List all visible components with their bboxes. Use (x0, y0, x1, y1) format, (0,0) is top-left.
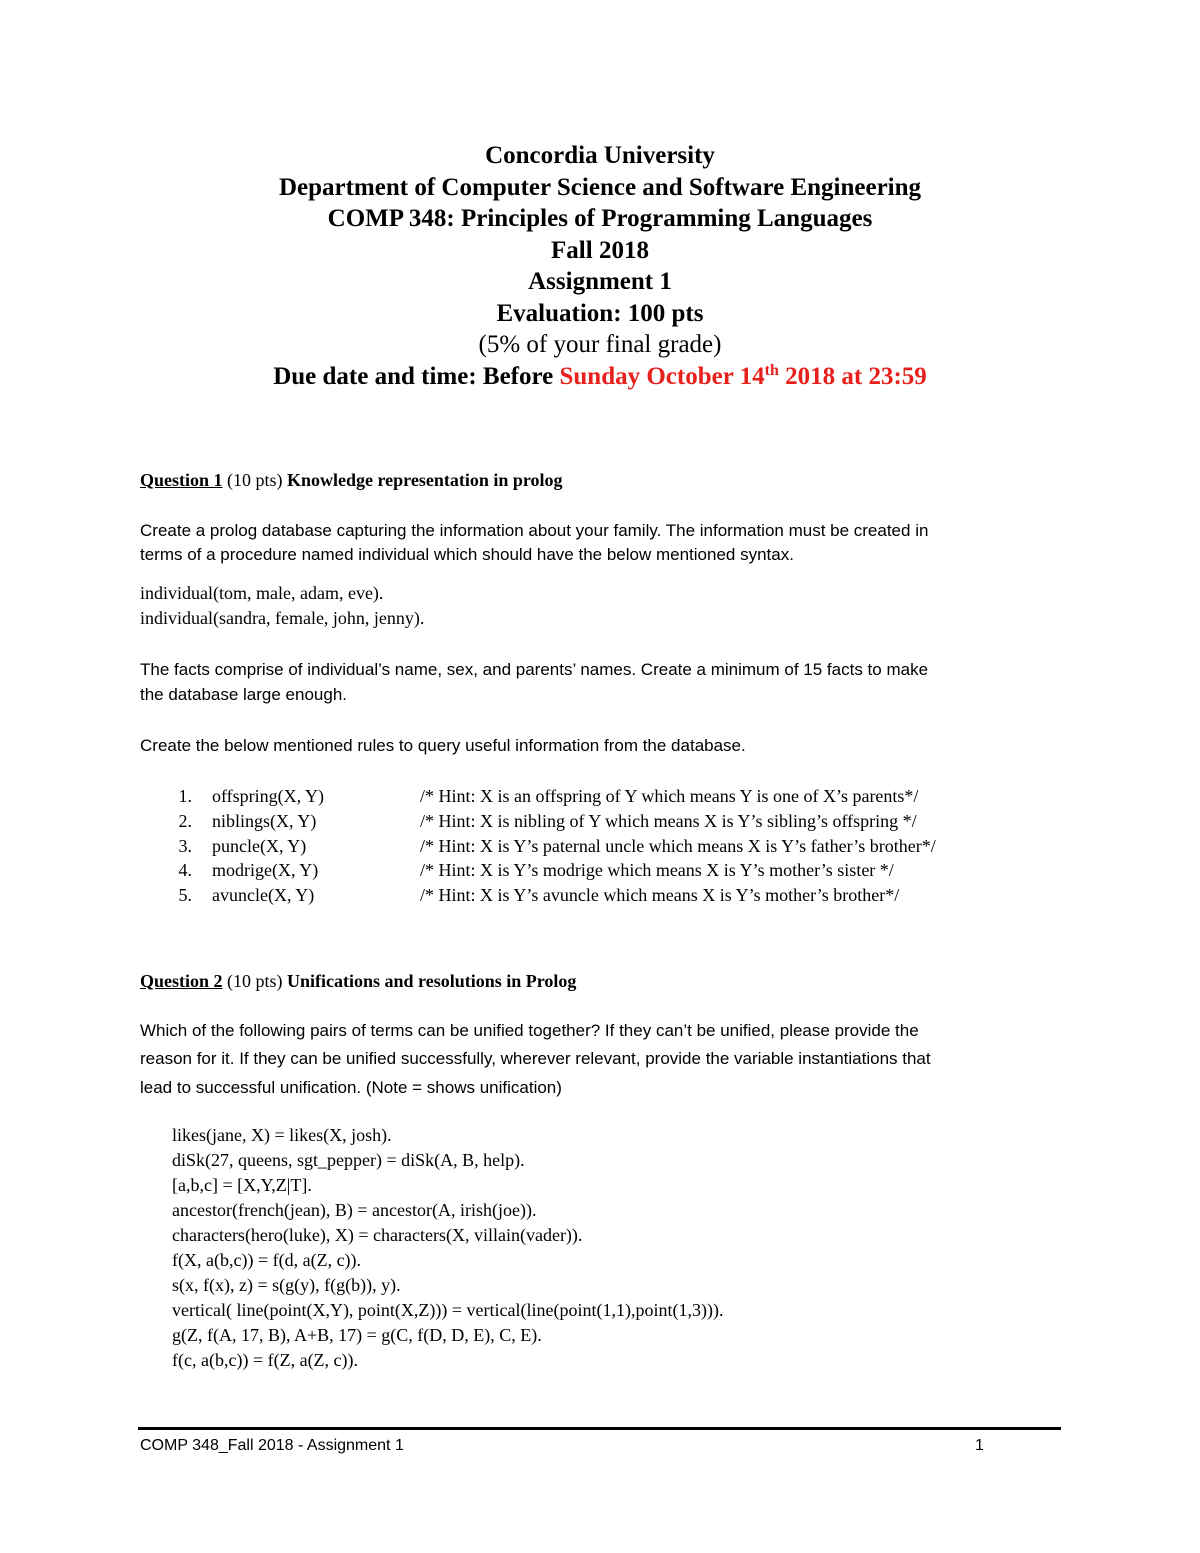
list-item (0, 811, 1200, 836)
q1-example-1: individual(tom, male, adam, eve). (140, 583, 384, 603)
list-item (0, 836, 1200, 861)
rule-hint: /* Hint: X is nibling of Y which means X is Y’s sibling’s offspring */ (420, 811, 917, 831)
q2-paragraph-line-2: reason for it. If they can be unified successfully, wherever relevant, provide the variable instantiations that (140, 1049, 931, 1068)
due-day (560, 363, 927, 390)
rule-number: 4. (178, 860, 192, 880)
university-name: Concordia University (485, 142, 715, 169)
question-1-label: Question 1 (140, 470, 223, 490)
q1-paragraph-2-line-2: the database large enough. (140, 685, 348, 704)
rule-name: offspring(X, Y) (212, 786, 324, 806)
q2-paragraph-line-1: Which of the following pairs of terms can be unified together? If they can’t be unified, please provide the (140, 1021, 919, 1040)
rule-hint: /* Hint: X is an offspring of Y which means Y is one of X’s parents*/ (420, 786, 919, 806)
grade-weight: (5% of your final grade) (478, 331, 722, 358)
list-item: f(X, a(b,c)) = f(d, a(Z, c)). (172, 1250, 362, 1270)
rule-name: avuncle(X, Y) (212, 885, 315, 905)
due-day-suffix: th (764, 361, 779, 379)
q1-example-2: individual(sandra, female, john, jenny). (140, 608, 425, 628)
list-item: ancestor(french(jean), B) = ancestor(A, irish(joe)). (172, 1200, 537, 1220)
due-day-text: Sunday October 14 (559, 362, 765, 390)
rule-number: 2. (178, 811, 192, 831)
list-item: [a,b,c] = [X,Y,Z|T]. (172, 1175, 312, 1195)
document-header (0, 140, 1200, 392)
list-item: g(Z, f(A, 17, B), A+B, 17) = g(C, f(D, D, E), C, E). (172, 1325, 542, 1345)
list-item: characters(hero(luke), X) = characters(X, villain(vader)). (172, 1225, 583, 1245)
question-1-heading (140, 470, 563, 491)
due-time: 2018 at 23:59 (778, 362, 927, 390)
q1-paragraph-1-line-2: terms of a procedure named individual which should have the below mentioned syntax. (140, 545, 794, 564)
q1-paragraph-1-line-1: Create a prolog database capturing the information about your family. The information must be created in (140, 521, 929, 540)
term: Fall 2018 (551, 236, 649, 264)
q1-paragraph-2-line-1: The facts comprise of individual’s name, sex, and parents’ names. Create a minimum of 15 facts to make (140, 660, 929, 679)
list-item: f(c, a(b,c)) = f(Z, a(Z, c)). (172, 1350, 359, 1370)
course-title: COMP 348: Principles of Programming Languages (327, 205, 873, 232)
question-1-title: Knowledge representation in prolog (287, 470, 563, 490)
list-item (0, 786, 1200, 811)
department-name: Department of Computer Science and Software Engineering (278, 173, 922, 201)
list-item: likes(jane, X) = likes(X, josh). (172, 1125, 392, 1145)
rule-number: 1. (178, 786, 192, 806)
assignment-title: Assignment 1 (528, 268, 672, 295)
question-2-title: Unifications and resolutions in Prolog (287, 971, 577, 991)
list-item (0, 860, 1200, 885)
rule-name: niblings(X, Y) (212, 811, 317, 831)
rule-hint: /* Hint: X is Y’s paternal uncle which means X is Y’s father’s brother*/ (420, 836, 936, 856)
q1-paragraph-3: Create the below mentioned rules to query useful information from the database. (140, 736, 746, 755)
due-prefix: Due date and time: Before (273, 362, 560, 390)
list-item: diSk(27, queens, sgt_pepper) = diSk(A, B, help). (172, 1150, 525, 1170)
rule-hint: /* Hint: X is Y’s avuncle which means X is Y’s mother’s brother*/ (420, 885, 900, 905)
list-item: vertical( line(point(X,Y), point(X,Z))) = vertical(line(point(1,1),point(1,3))). (172, 1300, 724, 1320)
rule-number: 5. (178, 885, 192, 905)
rule-hint: /* Hint: X is Y’s modrige which means X is Y’s mother’s sister */ (420, 860, 894, 880)
question-2-label: Question 2 (140, 971, 223, 991)
footer-title: COMP 348_Fall 2018 - Assignment 1 (140, 1437, 404, 1454)
due-date (0, 361, 1200, 393)
question-2-heading (140, 971, 576, 992)
list-item: s(x, f(x), z) = s(g(y), f(g(b)), y). (172, 1275, 401, 1295)
question-1-points: (10 pts) (222, 470, 288, 490)
rule-number: 3. (178, 836, 192, 856)
rule-name: modrige(X, Y) (212, 860, 319, 880)
page-number: 1 (975, 1437, 984, 1454)
question-2-points: (10 pts) (222, 971, 288, 991)
footer-divider (138, 1427, 1061, 1430)
list-item (0, 885, 1200, 910)
evaluation: Evaluation: 100 pts (496, 299, 704, 327)
q2-paragraph-line-3: lead to successful unification. (Note = shows unification) (140, 1078, 562, 1097)
rule-name: puncle(X, Y) (212, 836, 307, 856)
